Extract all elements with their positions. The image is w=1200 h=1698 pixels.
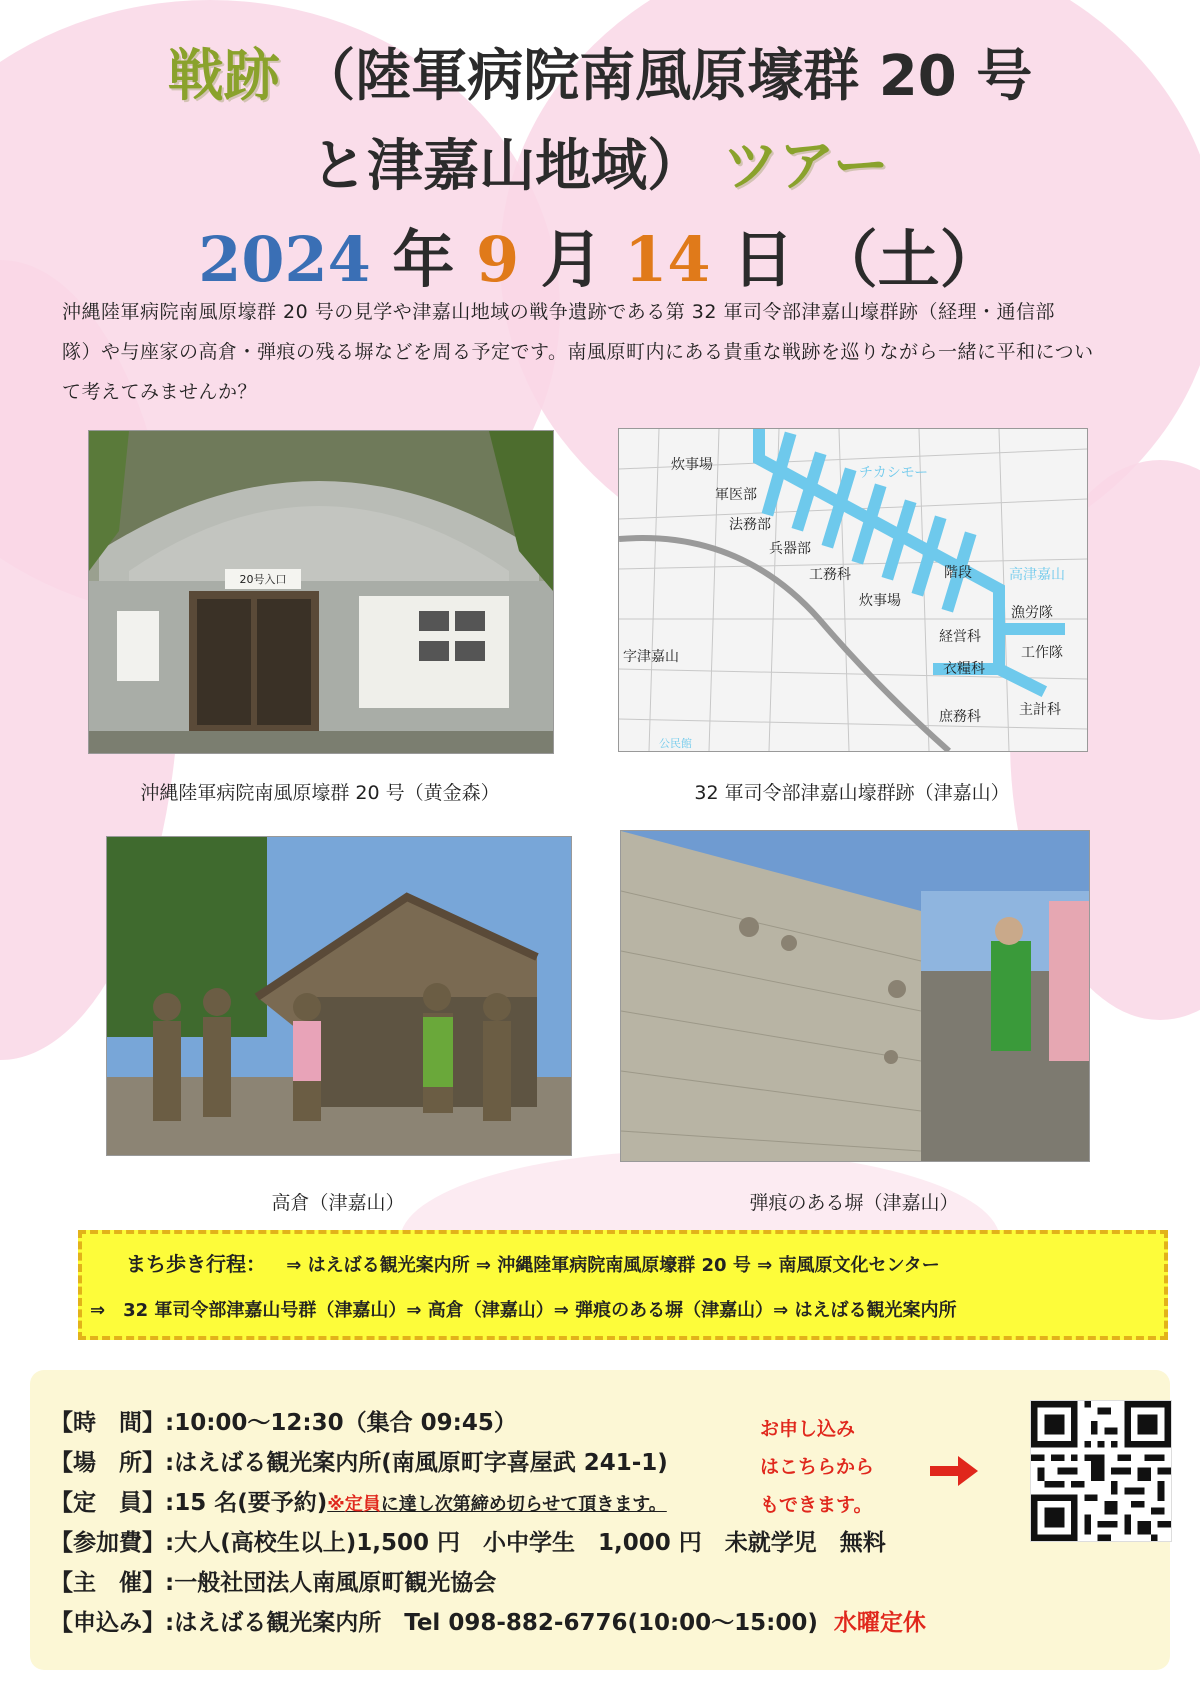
map-label: 工務科	[809, 567, 851, 583]
note-highlight: 定員	[344, 1494, 381, 1515]
info-organizer	[50, 1564, 496, 1597]
info-value: 大人(高校生以上)1,500 円 小中学生 1,000 円 未就学児 無料	[174, 1530, 886, 1556]
qr-code-icon	[1031, 1401, 1171, 1541]
title-suffix: ツアー	[722, 134, 889, 199]
photo-bunker-map	[618, 428, 1088, 752]
info-label: 【時 間】:	[50, 1410, 175, 1436]
itinerary-row	[90, 1296, 956, 1322]
date-year: 2024	[198, 223, 371, 296]
bunker-illustration	[89, 431, 553, 753]
map-label: 衣糧科	[943, 661, 985, 677]
photo-caption: 弾痕のある塀（津嘉山）	[749, 1192, 959, 1214]
event-date	[0, 210, 1200, 299]
date-year-unit: 年	[392, 223, 455, 296]
intro-line: 隊）や与座家の高倉・弾痕の残る塀などを周る予定です。南風原町内にある貴重な戦跡を巡りながら一緒に平和につい	[62, 341, 1094, 363]
title-subject: （陸軍病院南風原壕群 20 号	[299, 44, 1033, 109]
map-label: 公民館	[659, 737, 692, 750]
wall-illustration	[621, 831, 1089, 1161]
map-label: 庶務科	[939, 709, 981, 725]
note-text: に達し次第締め切らせて頂きます。	[380, 1494, 667, 1515]
note-mark: ※	[327, 1494, 345, 1515]
itinerary-box	[78, 1230, 1168, 1340]
intro-line: て考えてみませんか？	[62, 381, 258, 403]
photo-caption: 沖縄陸軍病院南風原壕群 20 号（黄金森）	[140, 782, 500, 804]
apply-note-line: もできます。	[760, 1494, 873, 1516]
date-weekday: （土）	[815, 223, 1002, 296]
itinerary-label: まち歩き行程：	[126, 1252, 266, 1276]
date-day: 14	[624, 223, 711, 296]
info-value: 一般社団法人南風原町観光協会	[174, 1570, 497, 1596]
map-label: 法務部	[729, 517, 771, 533]
info-label: 【主 催】:	[50, 1570, 175, 1596]
online-apply-note	[760, 1410, 874, 1524]
info-capacity	[50, 1484, 667, 1517]
intro-paragraph	[62, 292, 1142, 412]
info-apply	[50, 1604, 926, 1637]
photo-bullet-wall	[620, 830, 1090, 1162]
map-label: 軍医部	[715, 487, 757, 503]
info-value: はえばる観光案内所 Tel 098-882-6776(10:00～15:00)	[174, 1610, 818, 1636]
map-label: 漁労隊	[1011, 605, 1053, 621]
info-value: 10:00～12:30（集合 09:45）	[174, 1410, 517, 1436]
qr-code[interactable]	[1030, 1400, 1172, 1542]
info-label: 【場 所】:	[50, 1450, 175, 1476]
info-place	[50, 1444, 668, 1477]
date-month-unit: 月	[540, 223, 603, 296]
photo-bunker-entrance	[88, 430, 554, 754]
info-fee	[50, 1524, 886, 1557]
map-label: 階段	[944, 565, 972, 581]
apply-note-line: はこちらから	[760, 1456, 875, 1478]
map-label: 経営科	[939, 629, 981, 645]
intro-line: 沖縄陸軍病院南風原壕群 20 号の見学や津嘉山地域の戦争遺跡である第 32 軍司令部津嘉山壕群跡（経理・通信部	[62, 301, 1056, 323]
capacity-note	[327, 1494, 667, 1515]
map-label: 工作隊	[1021, 645, 1063, 661]
bunker-sign-text: 20号入口	[239, 573, 287, 586]
map-label: 高津嘉山	[1009, 567, 1065, 583]
info-box	[30, 1370, 1170, 1670]
photo-caption: 32 軍司令部津嘉山壕群跡（津嘉山）	[694, 782, 1010, 804]
info-value: はえばる観光案内所(南風原町字喜屋武 241-1)	[174, 1450, 668, 1476]
itinerary-route: ⇒ はえばる観光案内所 ⇒ 沖縄陸軍病院南風原壕群 20 号 ⇒ 南風原文化センター	[286, 1255, 940, 1276]
page-title-line1	[0, 32, 1200, 112]
photo-storehouse	[106, 836, 572, 1156]
info-time	[50, 1404, 517, 1437]
apply-note-line: お申し込み	[760, 1418, 856, 1440]
map-label: 炊事場	[859, 593, 901, 609]
info-label: 【申込み】:	[50, 1610, 175, 1636]
title-subject-cont: と津嘉山地域）	[311, 134, 704, 199]
itinerary-route: ⇒ 32 軍司令部津嘉山号群（津嘉山）⇒ 高倉（津嘉山）⇒ 弾痕のある塀（津嘉山）⇒ はえばる観光案内所	[90, 1300, 957, 1321]
map-label: 炊事場	[671, 457, 713, 473]
title-prefix: 戦跡	[167, 44, 280, 109]
map-label: 兵器部	[769, 541, 811, 557]
itinerary-row	[126, 1248, 940, 1277]
map-label: チカシモー	[859, 465, 929, 481]
map-label: 字津嘉山	[623, 649, 679, 665]
photo-caption: 高倉（津嘉山）	[271, 1192, 405, 1214]
closed-day: 水曜定休	[833, 1610, 926, 1636]
info-label: 【参加費】:	[50, 1530, 175, 1556]
map-illustration	[619, 429, 1087, 751]
date-month: 9	[475, 223, 520, 296]
date-day-unit: 日	[732, 223, 795, 296]
info-label: 【定 員】:	[50, 1490, 175, 1516]
storehouse-illustration	[107, 837, 571, 1155]
arrow-right-icon	[930, 1456, 978, 1486]
info-value: 15 名(要予約)	[174, 1490, 328, 1516]
page-title-line2	[0, 122, 1200, 202]
map-label: 主計科	[1019, 702, 1061, 718]
